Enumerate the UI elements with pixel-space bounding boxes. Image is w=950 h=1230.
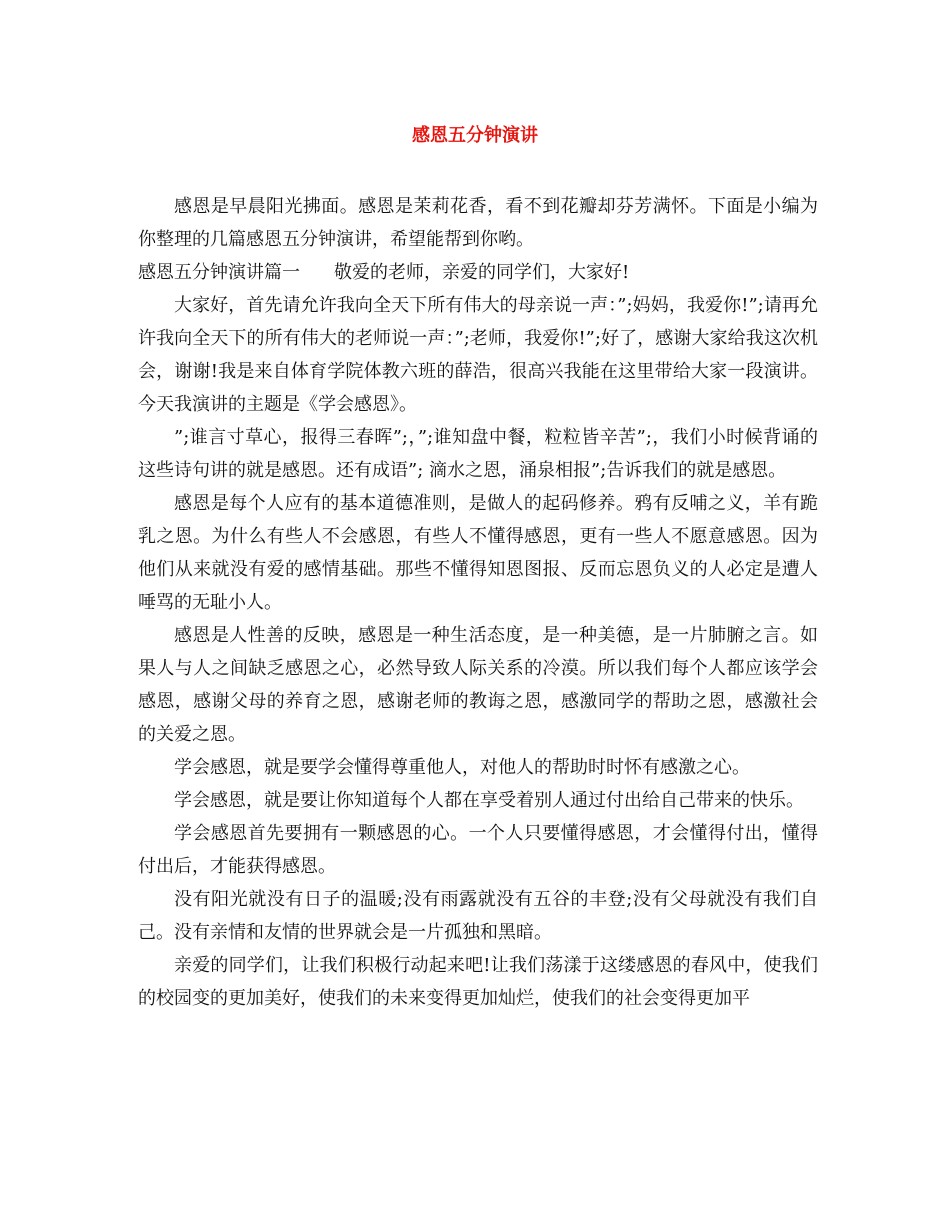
paragraph: 学会感恩，就是要学会懂得尊重他人，对他人的帮助时时怀有感激之心。 — [174, 757, 750, 778]
paragraph: 亲爱的同学们，让我们积极行动起来吧!让我们荡漾于这缕感恩的春风中，使我们的校园变的更加美好，使我们的未来变得更加灿烂，使我们的社会变得更加平 — [138, 955, 818, 1009]
paragraph: ”;谁言寸草心，报得三春晖”;，”;谁知盘中餐，粒粒皆辛苦”;，我们小时候背诵的这些诗句讲的就是感恩。还有成语”; 滴水之恩，涌泉相报”;告诉我们的就是感恩。 — [138, 427, 818, 481]
document-body — [138, 190, 818, 1015]
paragraph: 感恩是人性善的反映，感恩是一种生活态度，是一种美德，是一片肺腑之言。如果人与人之间缺乏感恩之心，必然导致人际关系的冷漠。所以我们每个人都应该学会感恩，感谢父母的养育之恩，感谢老师的教诲之恩，感激同学的帮助之恩，感激社会的关爱之恩。 — [138, 625, 818, 745]
greeting: 敬爱的老师，亲爱的同学们，大家好! — [334, 262, 630, 283]
paragraph: 学会感恩首先要拥有一颗感恩的心。一个人只要懂得感恩，才会懂得付出，懂得付出后，才能获得感恩。 — [138, 823, 818, 877]
document-title: 感恩五分钟演讲 — [412, 125, 538, 146]
intro-paragraph: 感恩是早晨阳光拂面。感恩是茉莉花香，看不到花瓣却芬芳满怀。下面是小编为你整理的几篇感恩五分钟演讲，希望能帮到你哟。 — [138, 196, 818, 250]
section-heading: 感恩五分钟演讲篇一 — [138, 262, 300, 283]
paragraph: 没有阳光就没有日子的温暖;没有雨露就没有五谷的丰登;没有父母就没有我们自己。没有亲情和友情的世界就会是一片孤独和黑暗。 — [138, 889, 818, 943]
section-heading-line — [138, 256, 818, 289]
heading-spacer — [300, 256, 334, 289]
paragraph: 大家好，首先请允许我向全天下所有伟大的母亲说一声：”;妈妈，我爱你!”;请再允许我向全天下的所有伟大的老师说一声：”;老师，我爱你!”;好了，感谢大家给我这次机会，谢谢!我是来自体育学院体教六班的薛浩，很高兴我能在这里带给大家一段演讲。今天我演讲的主题是《学会感恩》。 — [138, 295, 818, 415]
paragraph: 学会感恩，就是要让你知道每个人都在享受着别人通过付出给自己带来的快乐。 — [174, 790, 804, 811]
paragraph: 感恩是每个人应有的基本道德准则，是做人的起码修养。鸦有反哺之义，羊有跪乳之恩。为什么有些人不会感恩，有些人不懂得感恩，更有一些人不愿意感恩。因为他们从来就没有爱的感情基础。那些不懂得知恩图报、反而忘恩负义的人必定是遭人唾骂的无耻小人。 — [138, 493, 818, 613]
